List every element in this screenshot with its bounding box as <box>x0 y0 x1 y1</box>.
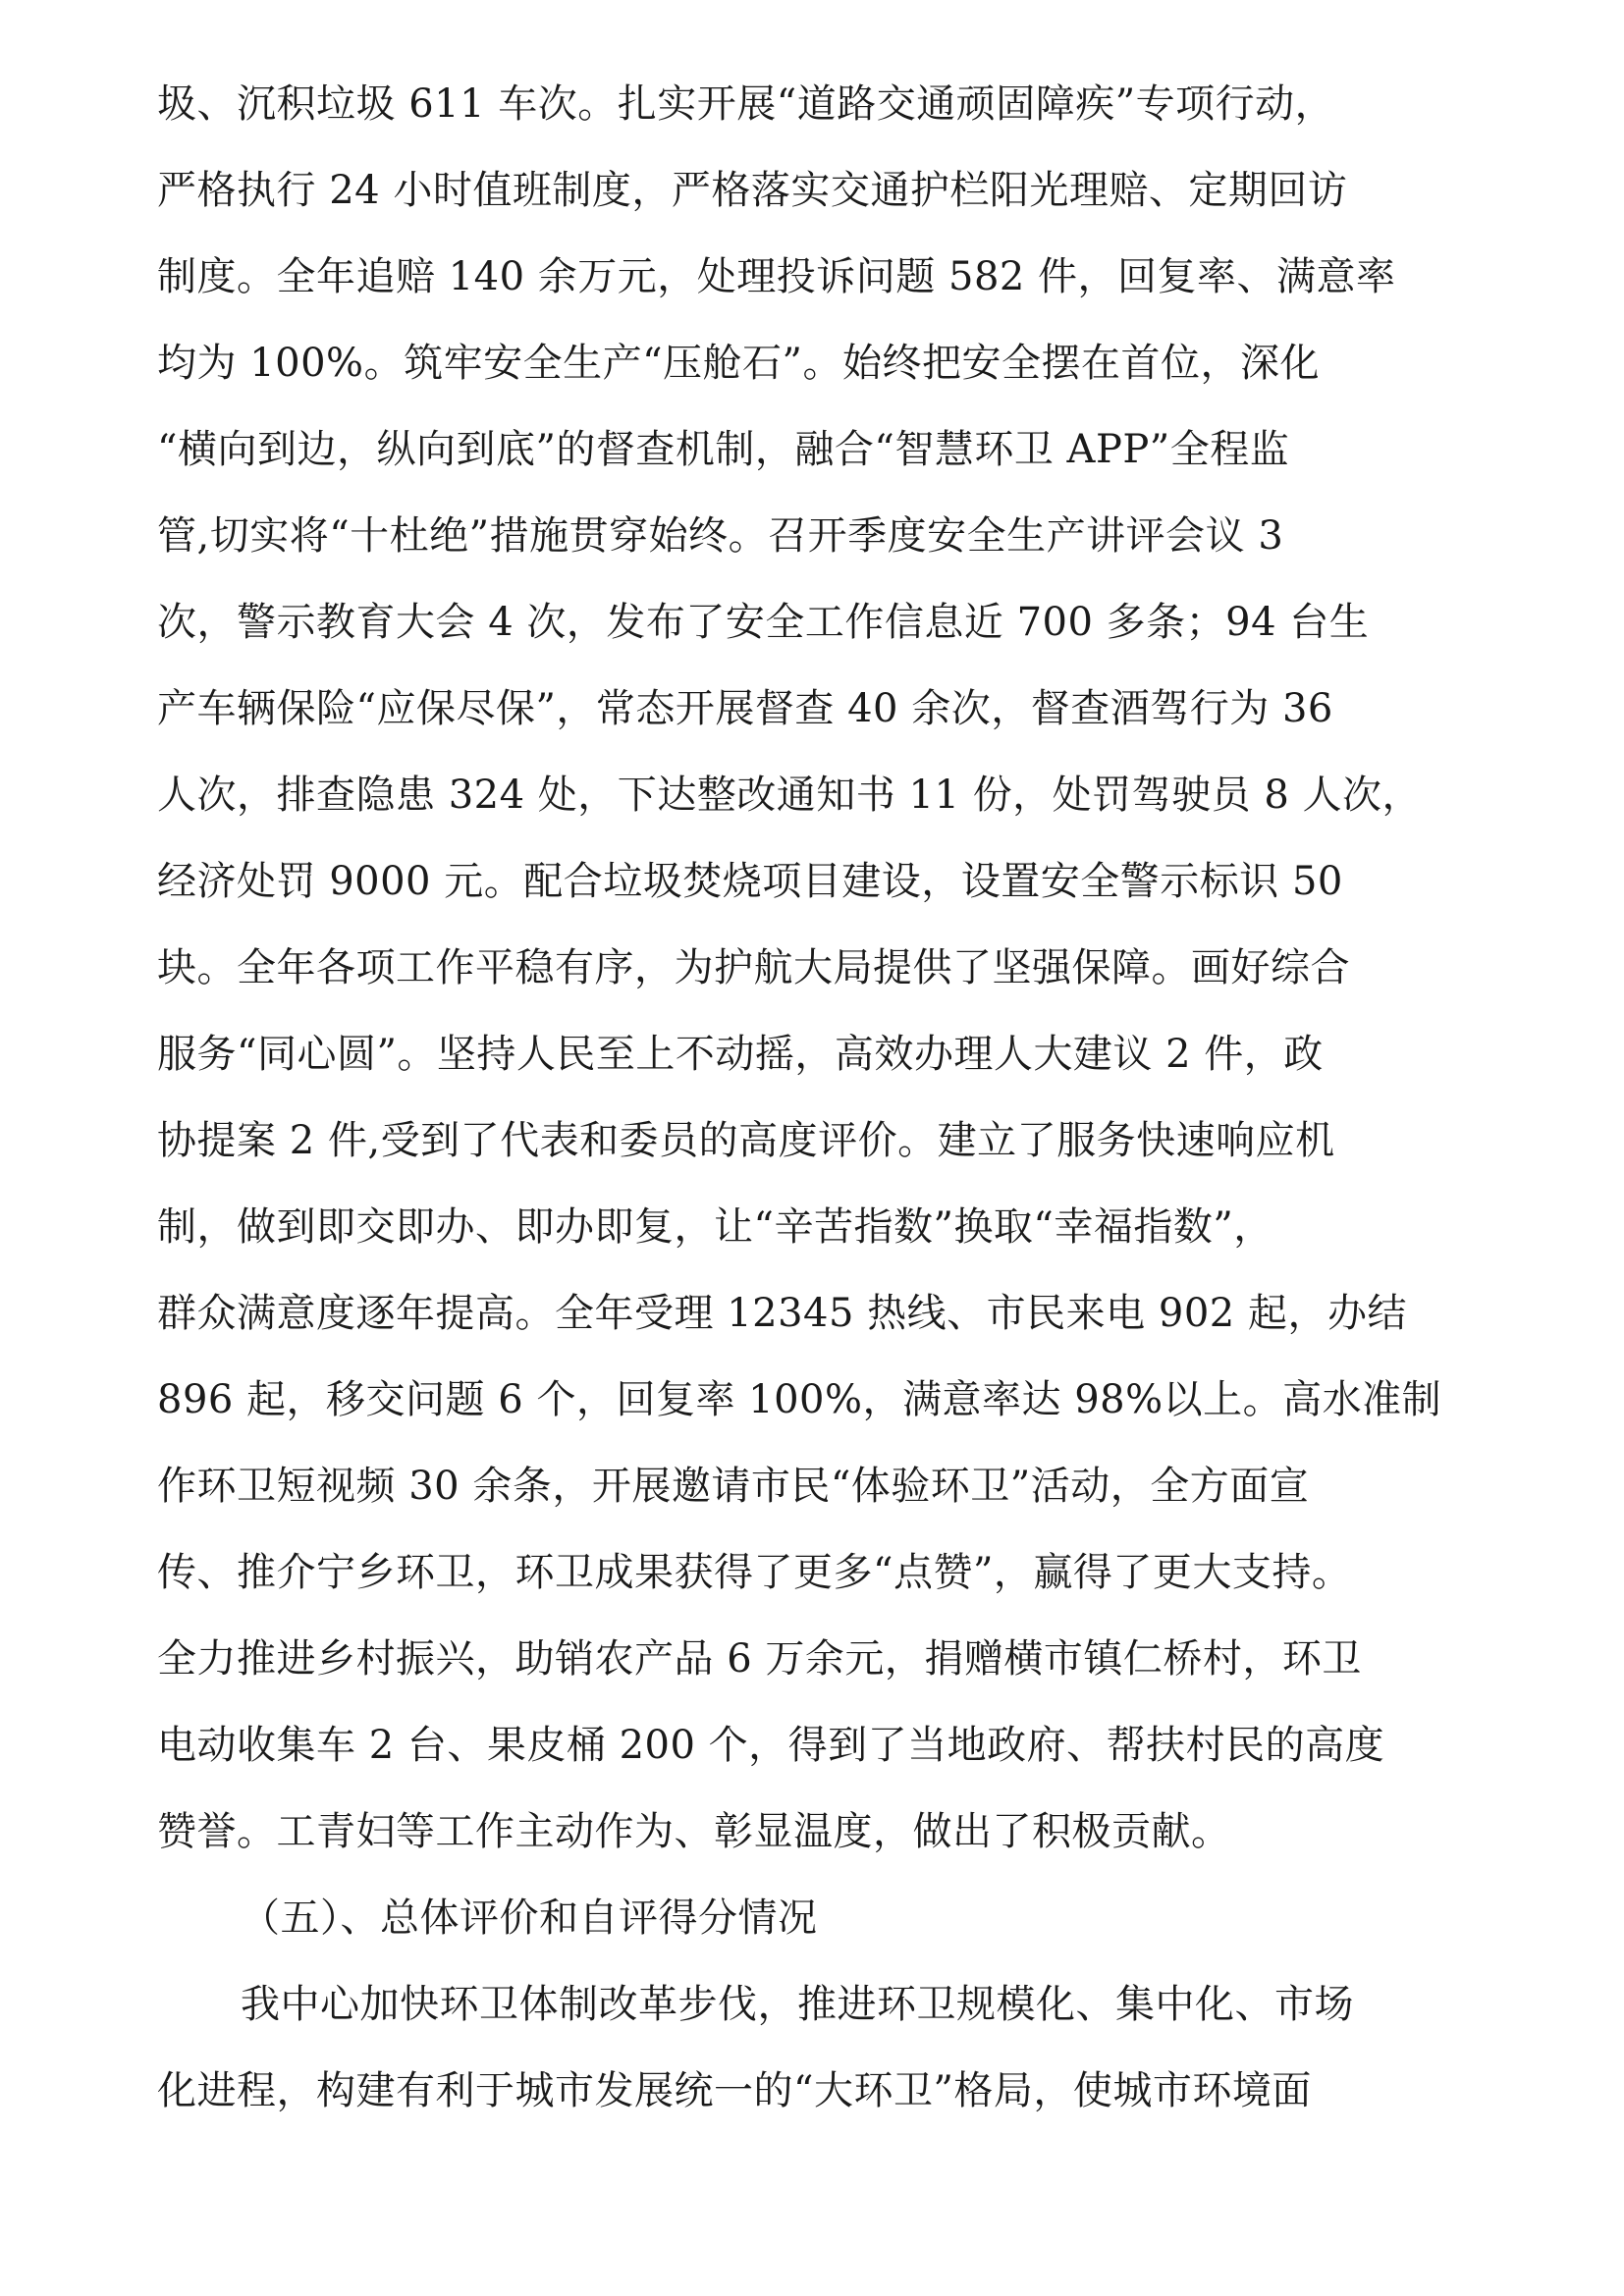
body-line: 经济处罚 9000 元。配合垃圾焚烧项目建设，设置安全警示标识 50 <box>157 859 1343 904</box>
body-line: 产车辆保险“应保尽保”，常态开展督查 40 余次，督查酒驾行为 36 <box>157 686 1333 731</box>
body-line: 作环卫短视频 30 余条，开展邀请市民“体验环卫”活动，全方面宣 <box>157 1464 1310 1509</box>
body-line: 传、推介宁乡环卫，环卫成果获得了更多“点赞”，赢得了更大支持。 <box>157 1550 1352 1595</box>
body-line: 次，警示教育大会 4 次，发布了安全工作信息近 700 多条；94 台生 <box>157 600 1370 645</box>
body-line: 块。全年各项工作平稳有序，为护航大局提供了坚强保障。画好综合 <box>157 945 1350 990</box>
body-line: 严格执行 24 小时值班制度，严格落实交通护栏阳光理赔、定期回访 <box>157 168 1348 213</box>
body-line: 协提案 2 件,受到了代表和委员的高度评价。建立了服务快速响应机 <box>157 1118 1335 1163</box>
body-line: 制度。全年追赔 140 余万元，处理投诉问题 582 件，回复率、满意率 <box>157 254 1396 299</box>
section-heading: （五）、总体评价和自评得分情况 <box>241 1896 818 1941</box>
body-line: 化进程，构建有利于城市发展统一的“大环卫”格局，使城市环境面 <box>157 2068 1312 2113</box>
body-line: 制，做到即交即办、即办即复，让“辛苦指数”换取“幸福指数”， <box>157 1204 1273 1250</box>
body-line: 人次，排查隐患 324 处，下达整改通知书 11 份，处罚驾驶员 8 人次， <box>157 773 1422 818</box>
body-line: 电动收集车 2 台、果皮桶 200 个，得到了当地政府、帮扶村民的高度 <box>157 1723 1385 1768</box>
body-line: “横向到边，纵向到底”的督查机制，融合“智慧环卫 APP”全程监 <box>157 427 1290 472</box>
body-line: 全力推进乡村振兴，助销农产品 6 万余元，捐赠横市镇仁桥村，环卫 <box>157 1636 1362 1682</box>
body-line: 均为 100%。筑牢安全生产“压舱石”。始终把安全摆在首位，深化 <box>157 341 1320 386</box>
body-line: 服务“同心圆”。坚持人民至上不动摇，高效办理人大建议 2 件，政 <box>157 1032 1324 1077</box>
body-line: 我中心加快环卫体制改革步伐，推进环卫规模化、集中化、市场 <box>241 1982 1354 2027</box>
body-line: 圾、沉积垃圾 611 车次。扎实开展“道路交通顽固障疾”专项行动， <box>157 81 1335 127</box>
body-line: 赞誉。工青妇等工作主动作为、彰显温度，做出了积极贡献。 <box>157 1809 1231 1854</box>
body-line: 管,切实将“十杜绝”措施贯穿始终。召开季度安全生产讲评会议 3 <box>157 513 1284 559</box>
body-line: 896 起，移交问题 6 个，回复率 100%，满意率达 98%以上。高水准制 <box>157 1377 1442 1422</box>
body-line: 群众满意度逐年提高。全年受理 12345 热线、市民来电 902 起，办结 <box>157 1291 1407 1336</box>
